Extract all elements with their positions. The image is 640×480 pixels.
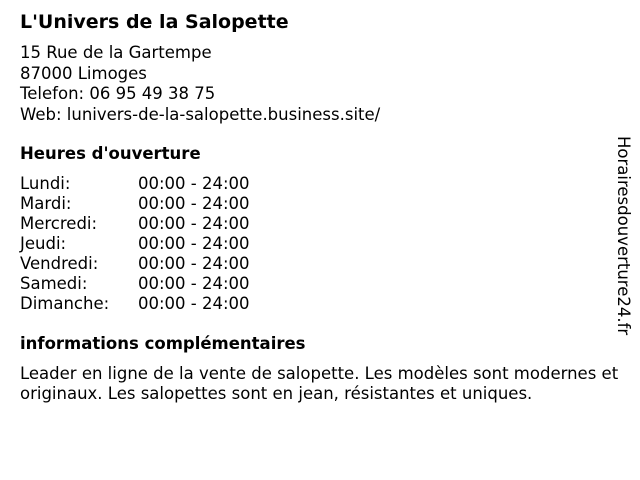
watermark-text: Horairesdouverture24.fr bbox=[614, 136, 633, 336]
phone-line: Telefon: 06 95 49 38 75 bbox=[20, 84, 216, 103]
website-line: Web: lunivers-de-la-salopette.business.site/ bbox=[20, 104, 381, 124]
time-range: 00:00 - 24:00 bbox=[138, 254, 250, 273]
business-description: Leader en ligne de la vente de salopette. Les modèles sont modernes et originaux. Les salopettes sont en jean, résistantes et uniques. bbox=[20, 364, 619, 403]
day-label: Jeudi: bbox=[20, 234, 67, 253]
time-range: 00:00 - 24:00 bbox=[138, 294, 250, 313]
hours-row-thursday bbox=[20, 234, 250, 254]
day-label: Samedi: bbox=[20, 274, 88, 293]
time-range: 00:00 - 24:00 bbox=[138, 174, 250, 193]
business-name: L'Univers de la Salopette bbox=[20, 11, 289, 33]
opening-hours-heading: Heures d'ouverture bbox=[20, 144, 201, 163]
time-range: 00:00 - 24:00 bbox=[138, 214, 250, 233]
hours-row-monday bbox=[20, 174, 250, 194]
time-range: 00:00 - 24:00 bbox=[138, 194, 250, 213]
hours-row-sunday bbox=[20, 294, 250, 314]
address-block bbox=[20, 43, 380, 125]
hours-row-saturday bbox=[20, 274, 250, 294]
day-label: Mercredi: bbox=[20, 214, 98, 233]
time-range: 00:00 - 24:00 bbox=[138, 234, 250, 253]
day-label: Dimanche: bbox=[20, 294, 110, 313]
hours-row-tuesday bbox=[20, 194, 250, 214]
day-label: Vendredi: bbox=[20, 254, 99, 273]
hours-row-friday bbox=[20, 254, 250, 274]
day-label: Mardi: bbox=[20, 194, 72, 213]
time-range: 00:00 - 24:00 bbox=[138, 274, 250, 293]
street-address: 15 Rue de la Gartempe bbox=[20, 43, 212, 62]
hours-row-wednesday bbox=[20, 214, 250, 234]
day-label: Lundi: bbox=[20, 174, 71, 193]
additional-info-heading: informations complémentaires bbox=[20, 334, 306, 353]
city-postal: 87000 Limoges bbox=[20, 63, 147, 83]
opening-hours-table bbox=[20, 174, 250, 314]
